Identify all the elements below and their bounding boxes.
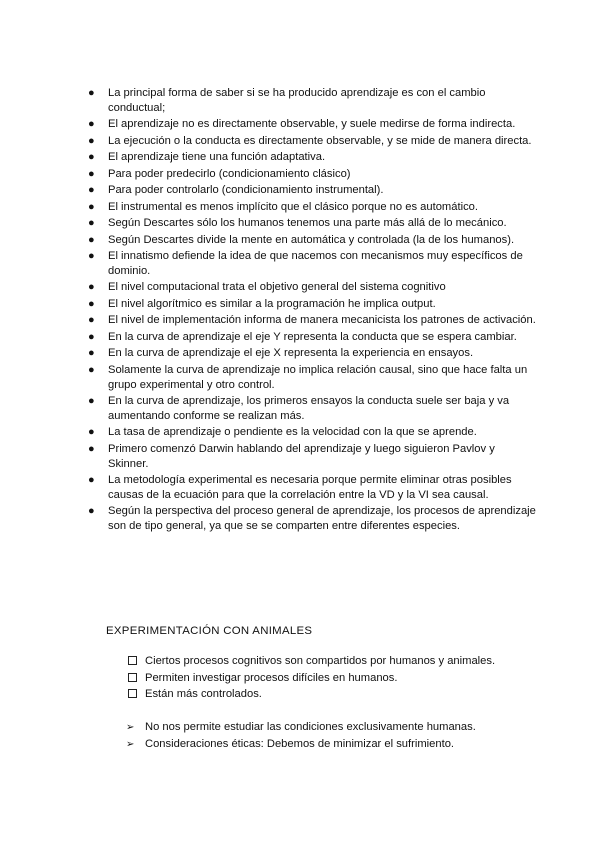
- bullet-icon: ●: [88, 217, 95, 230]
- arrow-list-item: [126, 720, 546, 735]
- bullet-icon: ●: [88, 314, 95, 327]
- list-item: [86, 363, 536, 392]
- arrow-list-item-text: No nos permite estudiar las condiciones exclusivamente humanas.: [145, 721, 476, 733]
- checklist: [128, 654, 548, 704]
- list-item: [86, 167, 536, 182]
- list-item: [86, 249, 536, 278]
- list-item-text: Para poder predecirlo (condicionamiento clásico): [108, 167, 351, 180]
- bullet-icon: ●: [88, 200, 95, 213]
- bullet-icon: ●: [88, 347, 95, 360]
- bullet-icon: ●: [88, 505, 95, 518]
- arrow-bullet-icon: ➢: [126, 739, 135, 750]
- list-item-text: La ejecución o la conducta es directamente observable, y se mide de manera directa.: [108, 134, 532, 147]
- list-item: [86, 117, 536, 132]
- list-item: [86, 330, 536, 345]
- arrow-list: [126, 720, 546, 754]
- list-item: [86, 216, 536, 231]
- bullet-icon: ●: [88, 474, 95, 487]
- section-heading: EXPERIMENTACIÓN CON ANIMALES: [106, 625, 313, 637]
- bullet-icon: ●: [88, 250, 95, 263]
- list-item-text: En la curva de aprendizaje el eje X representa la experiencia en ensayos.: [108, 347, 474, 360]
- bullet-icon: ●: [88, 184, 95, 197]
- bullet-icon: ●: [88, 442, 95, 455]
- list-item: [86, 134, 536, 149]
- bullet-icon: ●: [88, 167, 95, 180]
- bullet-icon: ●: [88, 281, 95, 294]
- list-item: [86, 504, 536, 533]
- bullet-icon: ●: [88, 87, 95, 99]
- list-item: [86, 442, 536, 471]
- list-item-text: Según la perspectiva del proceso general de aprendizaje, los procesos de aprendizaje son de tipo general, ya que se se comparten entre diferentes especies.: [108, 505, 536, 532]
- list-item: [86, 280, 536, 295]
- bullet-icon: ●: [88, 233, 95, 246]
- list-item: [86, 346, 536, 361]
- checklist-item: [128, 671, 548, 686]
- list-item-text: El aprendizaje no es directamente observable, y suele medirse de forma indirecta.: [108, 118, 516, 131]
- list-item: [86, 200, 536, 215]
- list-item-text: El nivel algorítmico es similar a la programación he implica output.: [108, 297, 436, 310]
- list-item-text: El nivel de implementación informa de manera mecanicista los patrones de activación.: [108, 314, 536, 327]
- checklist-item-text: Están más controlados.: [145, 688, 262, 701]
- list-item-text: La metodología experimental es necesaria porque permite eliminar otras posibles causas de la ecuación para que la correlación entre la VD y la VI sea causal.: [108, 474, 512, 501]
- list-item: [86, 150, 536, 165]
- list-item-text: Para poder controlarlo (condicionamiento instrumental).: [108, 184, 384, 197]
- arrow-bullet-icon: ➢: [126, 722, 135, 733]
- arrow-list-item-text: Consideraciones éticas: Debemos de minimizar el sufrimiento.: [145, 738, 455, 750]
- list-item: [86, 86, 536, 115]
- list-item: [86, 313, 536, 328]
- list-item-text: El innatismo defiende la idea de que nacemos con mecanismos muy específicos de dominio.: [108, 250, 523, 277]
- list-item: [86, 425, 536, 440]
- list-item: [86, 473, 536, 502]
- checklist-item: [128, 687, 548, 702]
- list-item-text: El nivel computacional trata el objetivo general del sistema cognitivo: [108, 281, 446, 294]
- list-item-text: El aprendizaje tiene una función adaptativa.: [108, 151, 326, 164]
- list-item-text: Según Descartes divide la mente en automática y controlada (la de los humanos).: [108, 233, 515, 246]
- list-item-text: El instrumental es menos implícito que el clásico porque no es automático.: [108, 200, 478, 213]
- bullet-icon: ●: [88, 297, 95, 310]
- list-item-text: Solamente la curva de aprendizaje no implica relación causal, sino que hace falta un grupo experimental y otro control.: [108, 363, 528, 391]
- bullet-icon: ●: [88, 118, 95, 131]
- checklist-item-text: Ciertos procesos cognitivos son compartidos por humanos y animales.: [145, 655, 496, 667]
- list-item: [86, 233, 536, 248]
- bullet-icon: ●: [88, 134, 95, 147]
- list-item-text: Según Descartes sólo los humanos tenemos una parte más allá de lo mecánico.: [108, 217, 507, 230]
- list-item-text: En la curva de aprendizaje el eje Y representa la conducta que se espera cambiar.: [108, 330, 517, 343]
- checklist-item: [128, 654, 548, 669]
- bullet-icon: ●: [88, 363, 95, 376]
- checkbox-icon[interactable]: [128, 673, 137, 682]
- list-item: [86, 297, 536, 312]
- list-item: [86, 394, 536, 423]
- bullet-icon: ●: [88, 330, 95, 343]
- checklist-item-text: Permiten investigar procesos difíciles en humanos.: [145, 671, 398, 684]
- bullet-list: [86, 86, 536, 535]
- bullet-icon: ●: [88, 426, 95, 439]
- list-item-text: En la curva de aprendizaje, los primeros ensayos la conducta suele ser baja y va aumentando conforme se realizan más.: [108, 395, 510, 422]
- list-item: [86, 183, 536, 198]
- checkbox-icon[interactable]: [128, 689, 137, 698]
- checkbox-icon[interactable]: [128, 656, 137, 665]
- list-item-text: La tasa de aprendizaje o pendiente es la velocidad con la que se aprende.: [108, 426, 477, 439]
- bullet-icon: ●: [88, 395, 95, 408]
- list-item-text: La principal forma de saber si se ha producido aprendizaje es con el cambio conductual;: [108, 87, 486, 114]
- bullet-icon: ●: [88, 151, 95, 164]
- list-item-text: Primero comenzó Darwin hablando del aprendizaje y luego siguieron Pavlov y Skinner.: [108, 442, 495, 470]
- arrow-list-item: [126, 737, 546, 752]
